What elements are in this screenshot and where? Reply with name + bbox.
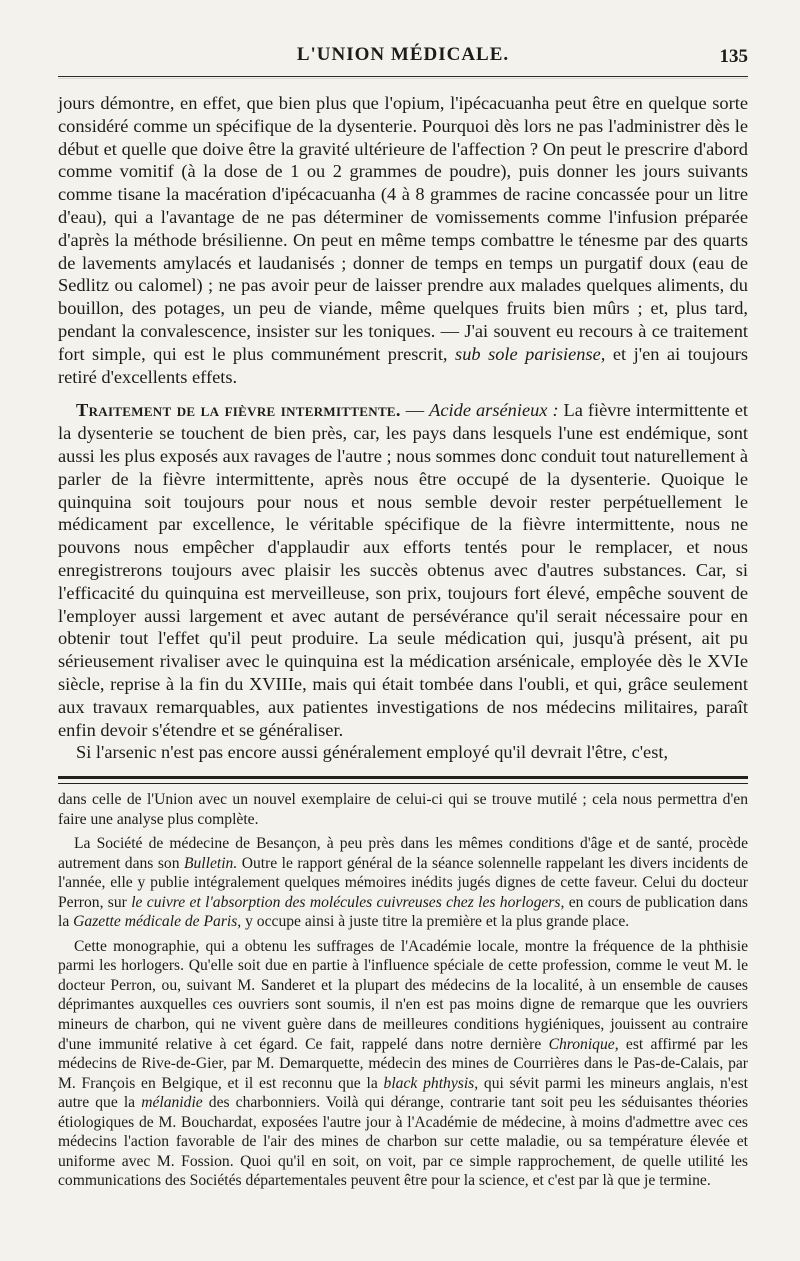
main-text-column	[58, 92, 748, 764]
section-subheading: Acide arsénieux :	[429, 400, 559, 421]
footnote-paragraph: Cette monographie, qui a obtenu les suffrages de l'Académie locale, montre la fréquence de la phthisie parmi les horlogers. Qu'elle soit due en partie à l'influence spéciale de cette profession, comme le veut M. le docteur Perron, ou, suivant M. Sanderet et la plupart des médecins de la localité, à un ensemble de causes déprimantes auxquelles ces ouvriers sont soumis, il n'en est pas moins digne de remarque que les ouvriers mineurs de charbon, qui ne vivent guère dans de meilleures conditions hygiéniques, jouissent au contraire d'une immunité relative à cet égard. Ce fait, rappelé dans notre dernière Chronique, est affirmé par les médecins de Rive-de-Gier, par M. Demarquette, médecin des mines de Courrières dans le Pas-de-Calais, par M. François en Belgique, et il est reconnu que la black phthysis, qui sévit parmi les mineurs anglais, n'est autre que la mélanidie des charbonniers. Voilà qui dérange, contrarie tant soit peu les séduisantes théories étiologiques de M. Bouchardat, exposées l'autre jour à l'Académie de médecine, à moins d'admettre avec ces médecins l'action favorable de l'air des mines de charbon sur cette maladie, ou sa température élevée et uniforme avec M. Fossion. Quoi qu'il en soit, on voit, par ce simple rapprochement, de quelle utilité les communications des Sociétés départementales peuvent être pour la science, et c'est par là que je termine.	[58, 937, 749, 1190]
footnote-paragraph: dans celle de l'Union avec un nouvel exemplaire de celui-ci qui se trouve mutilé ; cela nous permettra d'en faire une analyse plus complète.	[58, 791, 748, 828]
paragraph-fievre-intermittente: Traitement de la fièvre intermittente. — Acide arsénieux : La fièvre intermittente et la dysenterie se touchent de bien près, car, les pays dans lesquels l'une est endémique, sont aussi les plus exposés aux ravages de l'autre ; nous sommes donc conduit tout naturellement à parler de la fièvre intermittente, après nous être occupé de la dysenterie. Quoique le quinquina soit toujours pour nous et nous semble devoir rester perpétuellement le médicament par excellence, le véritable spécifique de la fièvre intermittente, nous ne pouvons nous empêcher d'applaudir aux efforts tentés pour le remplacer, et nous enregistrerons toujours avec plaisir les succès obtenus avec d'autres substances. Car, si l'efficacité du quinquina est merveilleuse, son prix, toujours fort élevé, empêche souvent de l'employer aussi largement et avec autant de persévérance qu'il serait nécessaire pour en obtenir tout l'effet qu'il peut produire. La seule médication qui, jusqu'à présent, ait pu sérieusement rivaliser avec le quinquina est la médication arsénicale, employée dès le XVIe siècle, reprise à la fin du XVIIIe, mais qui était tombée dans l'oubli, et qui, grâce seulement aux travaux remarquables, aux patientes investigations de nos médecins militaires, paraît enfin devoir s'étendre et se généraliser.	[58, 400, 748, 740]
running-title: L'UNION MÉDICALE.	[296, 44, 510, 65]
page-header	[58, 44, 748, 74]
footnote-paragraph: La Société de médecine de Besançon, à peu près dans les mêmes conditions d'âge et de santé, procède autrement dans son Bulletin. Outre le rapport général de la séance solennelle rappelant les divers incidents de l'année, elle y publie intégralement quelques mémoires inédits jugés dignes de cette faveur. Celui du docteur Perron, sur le cuivre et l'absorption des molécules cuivreuses chez les horlogers, en cours de publication dans la Gazette médicale de Paris, y occupe ainsi à juste titre la première et la plus grande place.	[58, 835, 748, 931]
header-rule	[58, 76, 748, 77]
footnotes-block	[58, 790, 748, 1191]
footnote-separator-thick	[58, 776, 748, 779]
italic-phrase: sub sole parisiense,	[455, 343, 606, 364]
footnote-separator-thin	[58, 783, 748, 784]
section-heading: Traitement de la fièvre intermittente.	[76, 400, 401, 421]
paragraph-arsenic: Si l'arsenic n'est pas encore aussi généralement employé qu'il devrait l'être, c'est,	[76, 742, 669, 763]
page-number: 135	[719, 46, 748, 67]
paragraph-ipecacuanha: jours démontre, en effet, que bien plus que l'opium, l'ipécacuanha peut être en quelque sorte considéré comme un spécifique de la dysenterie. Pourquoi dès lors ne pas l'administrer dès le début et quelle que doive être la gravité ultérieure de l'affection ? On peut le prescrire d'abord comme vomitif (à la dose de 1 ou 2 grammes de poudre), puis donner les jours suivants comme tisane la macération d'ipécacuanha (4 à 8 grammes de racine concassée pour un litre d'eau), qui a l'avantage de ne pas déterminer de vomissements comme l'infusion préparée d'après la méthode brésilienne. On peut en même temps combattre le ténesme par des quarts de lavements amylacés et laudanisés ; donner de temps en temps un purgatif doux (eau de Sedlitz ou calomel) ; ne pas avoir peur de laisser prendre aux malades quelques aliments, du bouillon, des potages, un peu de viande, même quelques fruits bien mûrs ; et, plus tard, pendant la convalescence, insister sur les toniques. — J'ai souvent eu recours à ce traitement fort simple, qui est le plus communément prescrit, sub sole parisiense, et j'en ai toujours retiré d'excellents effets.	[58, 93, 748, 387]
